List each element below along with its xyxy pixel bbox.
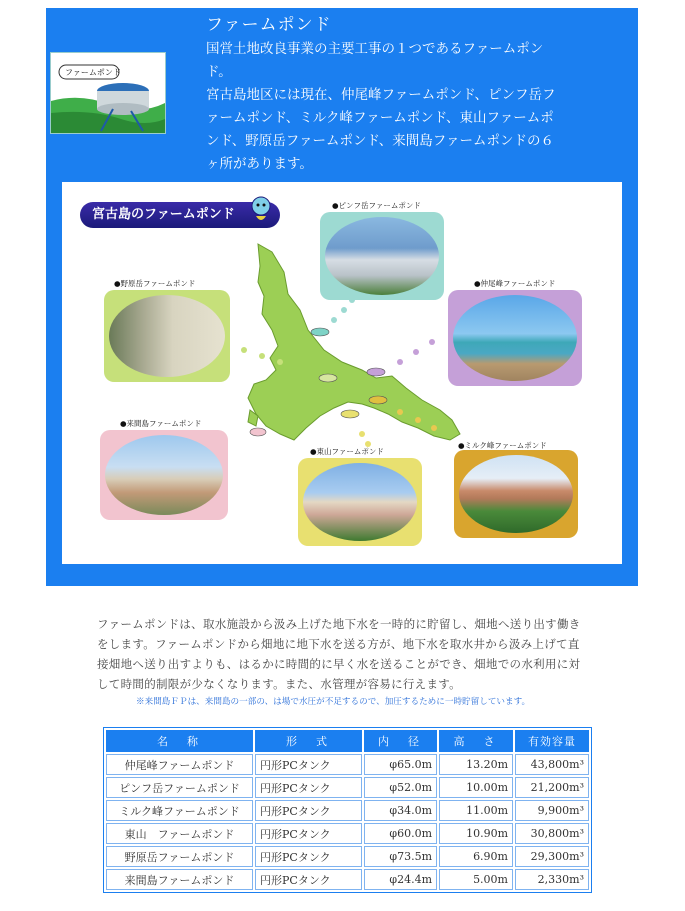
pond-photo-nakaomine bbox=[448, 290, 582, 386]
map-title: 宮古島のファームポンド bbox=[80, 202, 280, 228]
pond-label-kurimajima: ●来間島ファームポンド bbox=[120, 419, 202, 428]
cell-type: 円形PCタンク bbox=[255, 754, 362, 775]
pond-label-higashiyama: ●東山ファームポンド bbox=[310, 447, 384, 456]
pond-photo-nobarudake bbox=[104, 290, 230, 382]
cell-height: 10.90m bbox=[439, 823, 513, 844]
header-height: 高 さ bbox=[439, 730, 513, 752]
cell-height: 10.00m bbox=[439, 777, 513, 798]
header-name: 名 称 bbox=[106, 730, 253, 752]
cell-name: ミルク峰ファームポンド bbox=[106, 800, 253, 821]
pond-photo-mirukumine bbox=[454, 450, 578, 538]
cell-capacity: 21,200m³ bbox=[515, 777, 589, 798]
table-row bbox=[106, 777, 589, 798]
pond-photo-kurimajima bbox=[100, 430, 228, 520]
cell-capacity: 30,800m³ bbox=[515, 823, 589, 844]
page-title: ファームポンド bbox=[206, 15, 332, 35]
cell-name: 仲尾峰ファームポンド bbox=[106, 754, 253, 775]
cell-diameter: φ60.0m bbox=[364, 823, 437, 844]
table-header-row bbox=[106, 730, 589, 752]
cell-height: 5.00m bbox=[439, 869, 513, 890]
cell-name: 東山 ファームポンド bbox=[106, 823, 253, 844]
cell-diameter: φ65.0m bbox=[364, 754, 437, 775]
cell-type: 円形PCタンク bbox=[255, 777, 362, 798]
cell-type: 円形PCタンク bbox=[255, 823, 362, 844]
table-row bbox=[106, 800, 589, 821]
cell-capacity: 9,900m³ bbox=[515, 800, 589, 821]
cell-capacity: 43,800m³ bbox=[515, 754, 589, 775]
cell-type: 円形PCタンク bbox=[255, 846, 362, 867]
intro-paragraph-1: 国営土地改良事業の主要工事の１つであるファームポンド。 bbox=[206, 41, 544, 80]
thumb-label: ファームポンド bbox=[65, 68, 121, 77]
pond-label-nakaomine: ●仲尾峰ファームポンド bbox=[474, 279, 556, 288]
cell-capacity: 29,300m³ bbox=[515, 846, 589, 867]
pond-label-pinfudake: ●ピンフ岳ファームポンド bbox=[332, 201, 421, 210]
mascot-icon bbox=[248, 194, 274, 224]
table-row bbox=[106, 754, 589, 775]
description-paragraph: ファームポンドは、取水施設から汲み上げた地下水を一時的に貯留し、畑地へ送り出す働きをします。ファームポンドから畑地に地下水を送る方が、地下水を取水井から汲み上げて直接畑地へ送り出すよりも、はるかに時間的に早く水を送ることができ、畑地での水利用に対して時間的制限が少なくなります。また、水管理が容易に行えます。 bbox=[97, 617, 581, 691]
cell-name: 野原岳ファームポンド bbox=[106, 846, 253, 867]
pond-label-mirukumine: ●ミルク峰ファームポンド bbox=[458, 441, 547, 450]
pond-photo-higashiyama bbox=[298, 458, 422, 546]
pond-photo-pinfudake bbox=[320, 212, 444, 300]
pond-spec-table bbox=[103, 727, 592, 893]
kurima-note: ※来間島ＦＰは、来間島の一部の、は場で水圧が不足するので、加圧するために一時貯留しています。 bbox=[136, 697, 531, 707]
cell-capacity: 2,330m³ bbox=[515, 869, 589, 890]
cell-diameter: φ52.0m bbox=[364, 777, 437, 798]
cell-diameter: φ73.5m bbox=[364, 846, 437, 867]
cell-diameter: φ24.4m bbox=[364, 869, 437, 890]
farm-pond-illustration bbox=[50, 52, 166, 134]
table-row bbox=[106, 846, 589, 867]
pond-label-nobarudake: ●野原岳ファームポンド bbox=[114, 279, 196, 288]
header-capacity: 有効容量 bbox=[515, 730, 589, 752]
table-row bbox=[106, 823, 589, 844]
pond-location-map bbox=[62, 182, 622, 564]
intro-paragraph-2: 宮古島地区には現在、仲尾峰ファームポンド、ピンフ岳ファームポンド、ミルク峰ファームポンド、東山ファームポンド、野原岳ファームポンド、来間島ファームポンドの６ヶ所があります。 bbox=[206, 87, 556, 172]
intro-text bbox=[206, 38, 566, 176]
cell-type: 円形PCタンク bbox=[255, 800, 362, 821]
cell-height: 6.90m bbox=[439, 846, 513, 867]
cell-name: 来間島ファームポンド bbox=[106, 869, 253, 890]
description-text bbox=[97, 614, 591, 694]
cell-height: 11.00m bbox=[439, 800, 513, 821]
table-row bbox=[106, 869, 589, 890]
cell-type: 円形PCタンク bbox=[255, 869, 362, 890]
cell-name: ピンフ岳ファームポンド bbox=[106, 777, 253, 798]
cell-height: 13.20m bbox=[439, 754, 513, 775]
header-type: 形 式 bbox=[255, 730, 362, 752]
cell-diameter: φ34.0m bbox=[364, 800, 437, 821]
header-diameter: 内 径 bbox=[364, 730, 437, 752]
